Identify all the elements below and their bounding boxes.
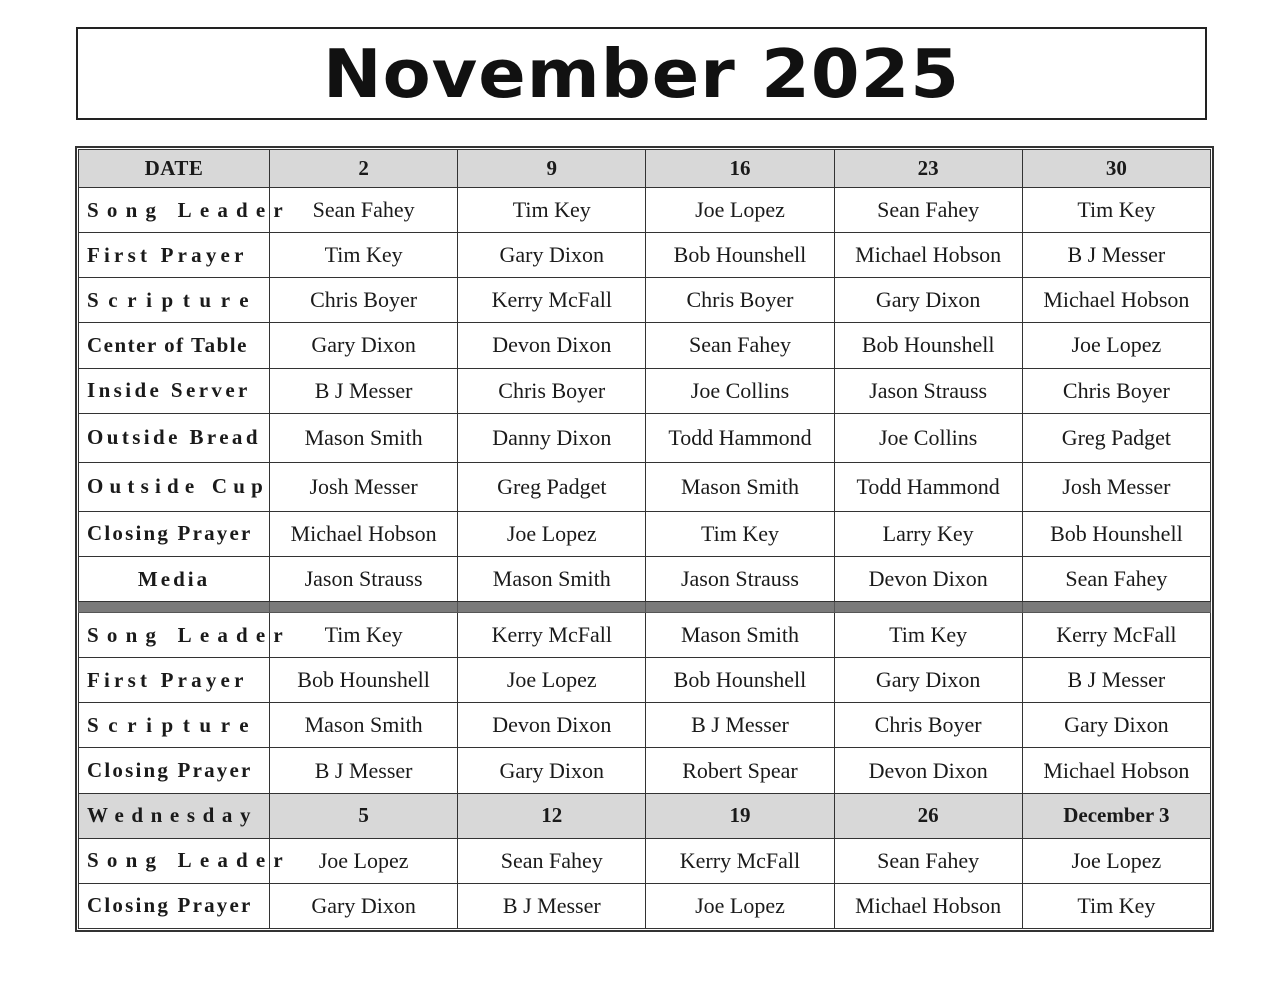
table-row [79, 703, 1211, 748]
table-row [79, 462, 1211, 511]
date-header-cell: 26 [834, 793, 1022, 838]
divider-cell [834, 602, 1022, 613]
name-cell: Joe Lopez [270, 838, 458, 883]
name-cell: Joe Lopez [458, 511, 646, 556]
name-cell: Bob Hounshell [646, 233, 834, 278]
name-cell: Tim Key [1022, 188, 1210, 233]
name-cell: Joe Collins [646, 368, 834, 413]
name-cell: Joe Lopez [1022, 838, 1210, 883]
name-cell: Todd Hammond [646, 413, 834, 462]
name-cell: B J Messer [270, 748, 458, 793]
date-header-cell: December 3 [1022, 793, 1210, 838]
wednesday-header-label: Wednesday [79, 793, 270, 838]
wednesday-header-row [79, 793, 1211, 838]
name-cell: Kerry McFall [458, 613, 646, 658]
name-cell: Michael Hobson [834, 883, 1022, 928]
divider-cell [79, 602, 270, 613]
table-row [79, 413, 1211, 462]
name-cell: Michael Hobson [1022, 748, 1210, 793]
divider-cell [458, 602, 646, 613]
name-cell: Sean Fahey [834, 838, 1022, 883]
role-label: Scripture [79, 278, 270, 323]
name-cell: Tim Key [458, 188, 646, 233]
name-cell: Mason Smith [646, 462, 834, 511]
role-label: Media [79, 557, 270, 602]
name-cell: B J Messer [646, 703, 834, 748]
name-cell: Kerry McFall [1022, 613, 1210, 658]
role-label: Scripture [79, 703, 270, 748]
table-row [79, 883, 1211, 928]
name-cell: Joe Lopez [458, 658, 646, 703]
section-divider [79, 602, 1211, 613]
name-cell: Bob Hounshell [646, 658, 834, 703]
title-box [76, 27, 1207, 120]
name-cell: Danny Dixon [458, 413, 646, 462]
name-cell: Gary Dixon [1022, 703, 1210, 748]
date-header-row [79, 150, 1211, 188]
table-row [79, 278, 1211, 323]
name-cell: B J Messer [458, 883, 646, 928]
name-cell: Mason Smith [270, 413, 458, 462]
name-cell: Chris Boyer [1022, 368, 1210, 413]
name-cell: Sean Fahey [646, 323, 834, 368]
table-row [79, 368, 1211, 413]
table-row [79, 511, 1211, 556]
role-label: First Prayer [79, 233, 270, 278]
name-cell: Devon Dixon [834, 748, 1022, 793]
name-cell: Mason Smith [270, 703, 458, 748]
name-cell: Chris Boyer [458, 368, 646, 413]
date-header-cell: 19 [646, 793, 834, 838]
name-cell: B J Messer [1022, 233, 1210, 278]
name-cell: Michael Hobson [1022, 278, 1210, 323]
name-cell: Bob Hounshell [270, 658, 458, 703]
table-row [79, 838, 1211, 883]
name-cell: Kerry McFall [646, 838, 834, 883]
name-cell: Sean Fahey [270, 188, 458, 233]
divider-cell [1022, 602, 1210, 613]
name-cell: Kerry McFall [458, 278, 646, 323]
table-row [79, 233, 1211, 278]
divider-cell [270, 602, 458, 613]
table-row [79, 557, 1211, 602]
name-cell: Bob Hounshell [1022, 511, 1210, 556]
name-cell: Gary Dixon [458, 748, 646, 793]
role-label: Outside Cup [79, 462, 270, 511]
name-cell: Mason Smith [646, 613, 834, 658]
name-cell: Gary Dixon [458, 233, 646, 278]
name-cell: Mason Smith [458, 557, 646, 602]
name-cell: Jason Strauss [834, 368, 1022, 413]
name-cell: B J Messer [1022, 658, 1210, 703]
name-cell: Sean Fahey [1022, 557, 1210, 602]
name-cell: Joe Lopez [646, 883, 834, 928]
name-cell: Todd Hammond [834, 462, 1022, 511]
name-cell: Devon Dixon [458, 703, 646, 748]
name-cell: Tim Key [646, 511, 834, 556]
date-header-cell: 16 [646, 150, 834, 188]
page-title: November 2025 [322, 34, 961, 113]
name-cell: Michael Hobson [270, 511, 458, 556]
name-cell: Tim Key [834, 613, 1022, 658]
date-header-cell: 5 [270, 793, 458, 838]
date-header-cell: 12 [458, 793, 646, 838]
name-cell: Robert Spear [646, 748, 834, 793]
roster-table [78, 149, 1211, 929]
role-label: Song Leader [79, 188, 270, 233]
date-header-cell: 23 [834, 150, 1022, 188]
role-label: Song Leader [79, 613, 270, 658]
name-cell: Joe Lopez [646, 188, 834, 233]
name-cell: Greg Padget [1022, 413, 1210, 462]
roster-table-frame [75, 146, 1214, 932]
name-cell: Chris Boyer [646, 278, 834, 323]
name-cell: Greg Padget [458, 462, 646, 511]
role-label: Closing Prayer [79, 748, 270, 793]
table-row [79, 188, 1211, 233]
name-cell: Jason Strauss [646, 557, 834, 602]
name-cell: Sean Fahey [834, 188, 1022, 233]
date-header-label: DATE [79, 150, 270, 188]
name-cell: Tim Key [1022, 883, 1210, 928]
role-label: Song Leader [79, 838, 270, 883]
date-header-cell: 2 [270, 150, 458, 188]
table-row [79, 748, 1211, 793]
role-label: Center of Table [79, 323, 270, 368]
name-cell: Devon Dixon [834, 557, 1022, 602]
role-label: Closing Prayer [79, 511, 270, 556]
table-row [79, 323, 1211, 368]
date-header-cell: 30 [1022, 150, 1210, 188]
role-label: Outside Bread [79, 413, 270, 462]
name-cell: Larry Key [834, 511, 1022, 556]
name-cell: Joe Lopez [1022, 323, 1210, 368]
name-cell: Bob Hounshell [834, 323, 1022, 368]
name-cell: Tim Key [270, 613, 458, 658]
table-row [79, 613, 1211, 658]
table-row [79, 658, 1211, 703]
name-cell: Joe Collins [834, 413, 1022, 462]
name-cell: Michael Hobson [834, 233, 1022, 278]
name-cell: Josh Messer [1022, 462, 1210, 511]
divider-cell [646, 602, 834, 613]
name-cell: Chris Boyer [270, 278, 458, 323]
name-cell: Devon Dixon [458, 323, 646, 368]
role-label: First Prayer [79, 658, 270, 703]
name-cell: Gary Dixon [834, 278, 1022, 323]
name-cell: Gary Dixon [270, 323, 458, 368]
name-cell: Sean Fahey [458, 838, 646, 883]
name-cell: Jason Strauss [270, 557, 458, 602]
name-cell: B J Messer [270, 368, 458, 413]
name-cell: Tim Key [270, 233, 458, 278]
name-cell: Gary Dixon [270, 883, 458, 928]
role-label: Inside Server [79, 368, 270, 413]
name-cell: Josh Messer [270, 462, 458, 511]
name-cell: Chris Boyer [834, 703, 1022, 748]
date-header-cell: 9 [458, 150, 646, 188]
name-cell: Gary Dixon [834, 658, 1022, 703]
role-label: Closing Prayer [79, 883, 270, 928]
